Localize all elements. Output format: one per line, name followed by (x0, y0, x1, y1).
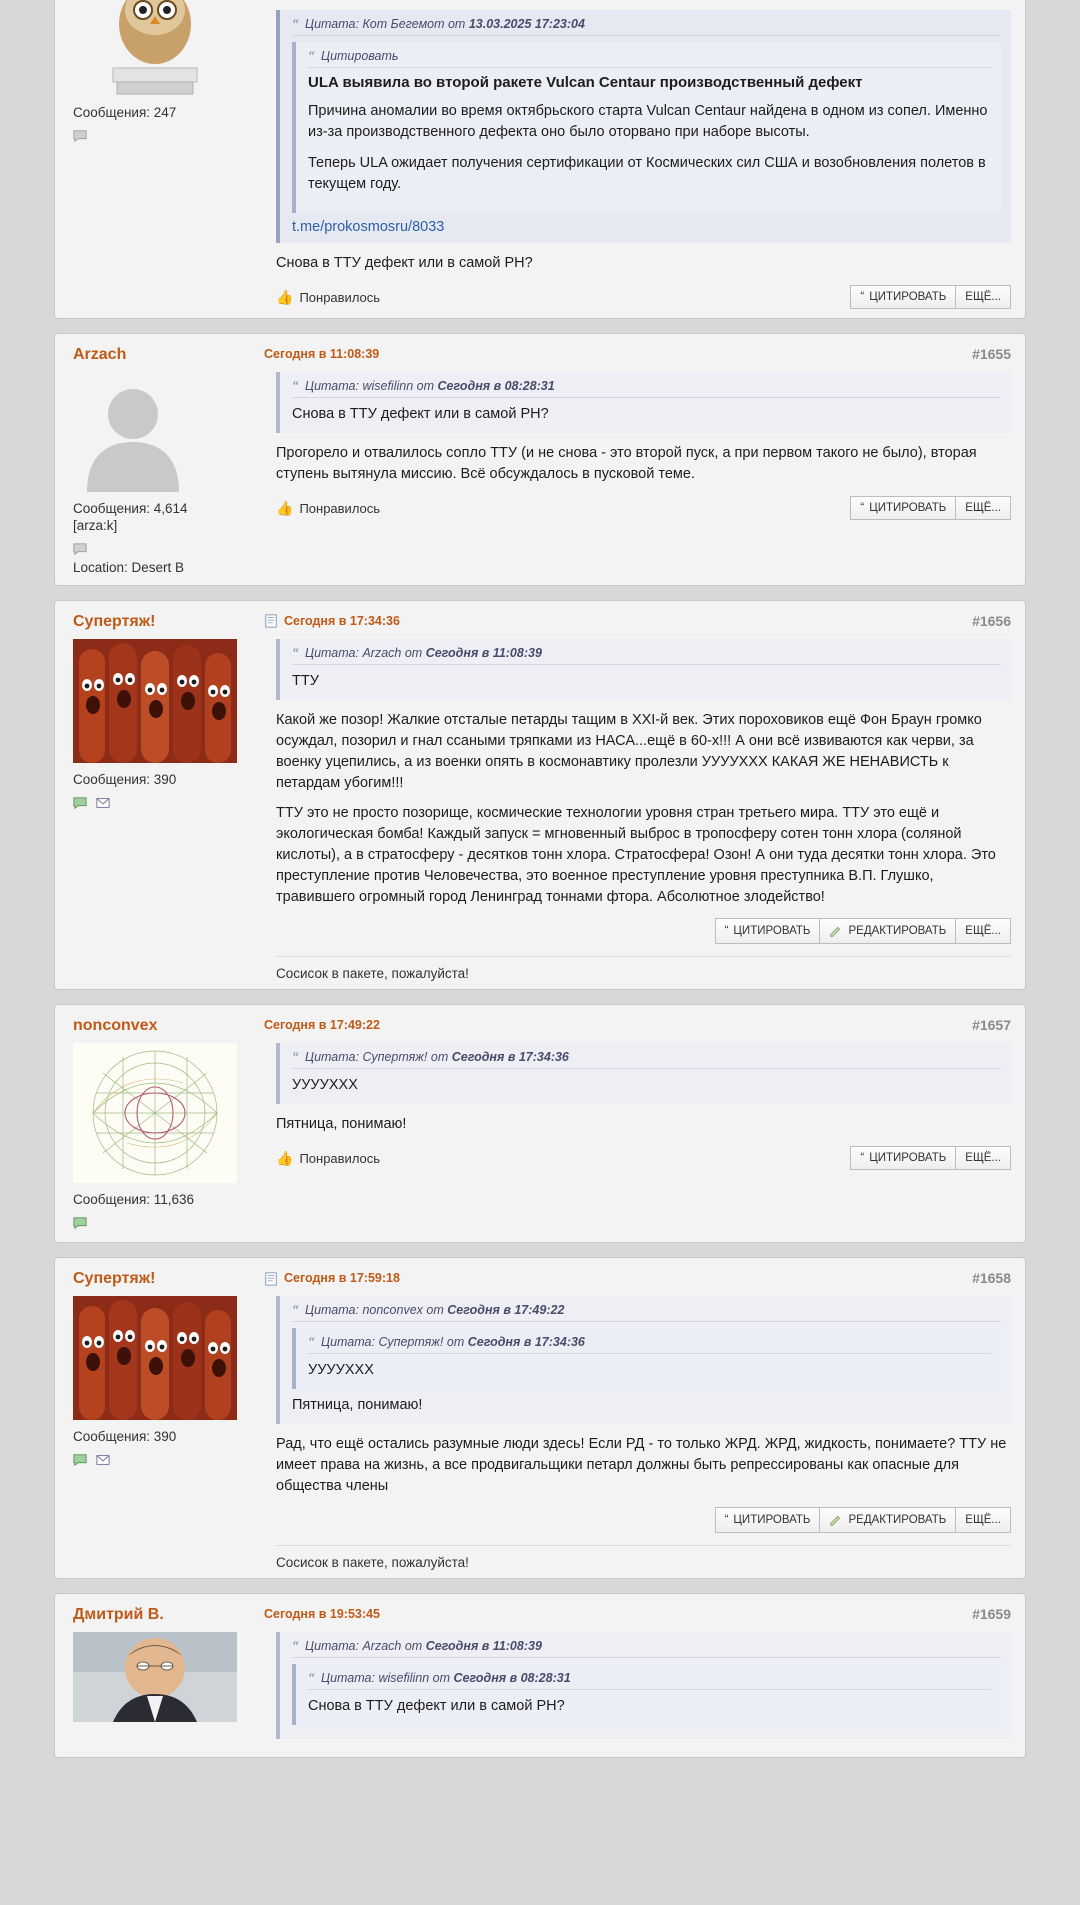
post-buttons (715, 1507, 1011, 1533)
quote-from: от (446, 1335, 465, 1350)
quote-author[interactable]: nonconvex (362, 1303, 423, 1318)
quote-link[interactable]: t.me/prokosmosru/8033 (292, 219, 445, 236)
quote-button-label: ЦИТИРОВАТЬ (869, 502, 947, 515)
user-message-count: Сообщения: 4,614 (73, 501, 188, 517)
quote-icon: “ (724, 1514, 729, 1527)
edit-button-label: РЕДАКТИРОВАТЬ (848, 925, 947, 938)
quote-mark-icon: “ (292, 16, 299, 31)
post (54, 1004, 1026, 1243)
quote-date: Сегодня в 08:28:31 (453, 1671, 571, 1686)
post-number[interactable]: #1659 (972, 1606, 1011, 1623)
user-icons (73, 794, 250, 812)
quote-header (292, 1638, 1001, 1658)
post-header (264, 611, 1011, 631)
post-user-box (55, 334, 260, 585)
post-buttons (715, 918, 1011, 944)
more-button-label: ЕЩЁ... (965, 925, 1001, 938)
quote-paragraph: Теперь ULA ожидает получения сертификации от Космических сил США и возобновления полетов в текущем году. (308, 155, 986, 193)
quote-text: Снова в ТТУ дефект или в самой РН? (308, 1698, 565, 1715)
user-icons (73, 1451, 250, 1469)
post (54, 333, 1026, 586)
edit-button-label: РЕДАКТИРОВАТЬ (848, 1514, 947, 1527)
quote-mark-icon: “ (292, 645, 299, 661)
quote-author[interactable]: Кот Бегемот (362, 17, 445, 31)
quote-date: Сегодня в 11:08:39 (425, 646, 542, 661)
quote-date: Сегодня в 08:28:31 (437, 379, 555, 394)
post-actions (264, 1507, 1011, 1533)
quote-inner-header (308, 48, 991, 68)
post-author-name[interactable]: Дмитрий В. (73, 1606, 164, 1624)
quote-inner-header (308, 1670, 991, 1690)
post-body (260, 1005, 1025, 1242)
post-text (276, 1114, 1011, 1135)
quote-date: 13.03.2025 17:23:04 (468, 17, 585, 31)
quote-from: от (426, 1303, 444, 1318)
quote-button[interactable] (850, 1146, 956, 1170)
quote-from: от (404, 646, 423, 661)
avatar[interactable] (73, 0, 237, 96)
quote-mark-icon: “ (308, 48, 315, 63)
more-button-label: ЕЩЁ... (965, 291, 1001, 304)
edit-button[interactable] (820, 918, 956, 944)
post-body (260, 1594, 1025, 1757)
post-buttons (850, 285, 1011, 309)
envelope-icon[interactable] (96, 794, 110, 812)
quote-button[interactable] (715, 1507, 821, 1533)
chat-bubble-icon[interactable] (73, 794, 87, 812)
quote-block (276, 372, 1011, 433)
quote-date: Сегодня в 17:34:36 (451, 1050, 569, 1065)
post-date: Сегодня в 17:59:18 (284, 1271, 400, 1286)
quote-paragraph: Причина аномалии во время октябрьского старта Vulcan Centaur найдена в одном из сопел. Именно из-за производственного дефекта оно было оторвано при наборе высоты. (308, 103, 988, 141)
post-actions (264, 284, 1011, 310)
thumbs-up-icon: 👍 (276, 1149, 294, 1166)
quote-prefix: Цитата: (304, 646, 359, 661)
quote-text: Пятница, понимаю! (292, 1397, 423, 1414)
user-message-count: Сообщения: 11,636 (73, 1192, 195, 1208)
page-icon (264, 1271, 278, 1286)
post (54, 1593, 1026, 1758)
quote-prefix: Цитата: (304, 379, 359, 394)
post-paragraph: Снова в ТТУ дефект или в самой РН? (276, 255, 533, 272)
post-date: Сегодня в 11:08:39 (264, 347, 380, 362)
pencil-icon (829, 924, 843, 938)
user-location: Location: Desert B (73, 560, 185, 576)
quote-mark-icon: “ (292, 1638, 299, 1654)
more-button[interactable] (956, 918, 1011, 944)
quote-header (292, 16, 1001, 36)
page-icon (264, 614, 278, 629)
quote-prefix: Цитата: (304, 1639, 359, 1654)
thumbs-up-icon: 👍 (276, 499, 294, 516)
post-paragraph: ТТУ это не просто позорище, космические технологии уровня стран третьего мира. ТТУ это ещё и экологическая бомба! Каждый запуск = мгновенный выброс в тропосферу сотен тонн хлора (соляной кислоты), а в стратосферу - десятков тонн хлора. Стратосфера! Озон! А они туда десятки тонн хлора. Это преступление против Человечества, это военное преступление уровня преступника В.П. Глушко, травившего огромный город Ленинград тоннами фтора. Абсолютное злодейство! (276, 805, 996, 906)
envelope-icon[interactable] (96, 1451, 110, 1469)
quote-header (292, 1302, 1001, 1322)
more-button[interactable] (956, 1146, 1011, 1170)
quote-mark-icon: “ (292, 1302, 299, 1318)
quote-text: ТТУ (292, 673, 319, 690)
chat-bubble-icon[interactable] (73, 1451, 87, 1469)
post-actions (264, 918, 1011, 944)
quote-prefix: Цитата: (320, 1335, 375, 1350)
post-date: Сегодня в 17:34:36 (284, 614, 400, 629)
quote-button[interactable] (850, 496, 956, 520)
quote-author[interactable]: Arzach (362, 1639, 402, 1654)
user-extra: [arza:k] (73, 518, 118, 534)
more-button[interactable] (956, 285, 1011, 309)
user-icons (73, 1214, 250, 1232)
post-text (276, 710, 1011, 908)
quote-author[interactable]: wisefilinn (362, 379, 414, 394)
quote-icon: “ (860, 502, 865, 515)
quote-mark-icon: “ (292, 378, 299, 394)
quote-from: от (430, 1050, 449, 1065)
post-paragraph: Какой же позор! Жалкие отсталые петарды тащим в XXI-й век. Этих пороховиков ещё Фон Браун громко осуждал, позорил и гнал ссаными тряпками из НАСА...ещё в 60-х!!! А они всё извиваются как черви, за военку уцепились, а из военки опять в космонавтику пролезли УУУУХХХ КАКАЯ ЖЕ НЕНАВИСТЬ к петардам убогим!!! (276, 712, 982, 792)
quote-block (276, 639, 1011, 700)
quote-prefix: Цитата: (320, 1671, 375, 1686)
quote-author[interactable]: Супертяж! (362, 1050, 428, 1065)
post-signature: Сосисок в пакете, пожалуйста! (276, 956, 1011, 981)
post-header (264, 1015, 1011, 1035)
quote-mark-icon: “ (292, 1049, 299, 1065)
quote-prefix: Цитата: (304, 1303, 359, 1318)
quote-prefix: Цитата: (304, 17, 359, 31)
quote-icon: “ (860, 291, 865, 304)
quote-button-label: ЦИТИРОВАТЬ (733, 925, 811, 938)
more-button-label: ЕЩЁ... (965, 1152, 1001, 1165)
post-body (260, 1258, 1025, 1578)
quote-author[interactable]: Arzach (362, 646, 402, 661)
quote-inner-header (308, 1334, 991, 1354)
quote-block-inner (292, 1664, 1001, 1725)
like-label: Понравилось (299, 500, 381, 516)
quote-text: УУУУХХХ (308, 1362, 374, 1379)
quote-header (292, 645, 1001, 665)
post-user-box (55, 601, 260, 989)
user-icons (73, 127, 250, 145)
post-paragraph: Прогорело и отвалилось сопло ТТУ (и не снова - это второй пуск, а при первом такого не было), вторая ступень вытянула миссию. Всё обсуждалось в пусковой теме. (276, 445, 977, 483)
chat-bubble-icon[interactable] (73, 1214, 87, 1232)
post (54, 1257, 1026, 1579)
post (54, 600, 1026, 990)
quote-prefix: Цитата: (304, 1050, 359, 1065)
user-message-count: Сообщения: 247 (73, 105, 177, 120)
post-signature: Сосисок в пакете, пожалуйста! (276, 1545, 1011, 1570)
user-message-count: Сообщения: 390 (73, 1429, 177, 1445)
quote-button-label: ЦИТИРОВАТЬ (869, 1152, 947, 1165)
post-number[interactable]: #1658 (972, 1270, 1011, 1287)
quote-from: от (432, 1671, 451, 1686)
post-author-name[interactable]: Arzach (73, 346, 127, 364)
quote-date: Сегодня в 11:08:39 (425, 1639, 542, 1654)
like-indicator[interactable] (276, 1150, 380, 1167)
post-user-box (55, 1594, 260, 1757)
post-buttons (850, 496, 1011, 520)
quote-author[interactable]: Супертяж! (378, 1335, 444, 1350)
more-button[interactable] (956, 496, 1011, 520)
post-user-box (55, 1258, 260, 1578)
post-header (264, 1604, 1011, 1624)
post-header (264, 344, 1011, 364)
post-body (260, 601, 1025, 989)
quote-from: от (404, 1639, 423, 1654)
post-date: Сегодня в 19:53:45 (264, 1607, 380, 1622)
quote-date: Сегодня в 17:49:22 (447, 1303, 565, 1318)
post-author-name[interactable]: Супертяж! (73, 613, 156, 631)
like-indicator[interactable] (276, 500, 380, 517)
user-message-count: Сообщения: 390 (73, 772, 177, 788)
post-buttons (850, 1146, 1011, 1170)
post-text (276, 1434, 1011, 1497)
quote-button-label: ЦИТИРОВАТЬ (733, 1514, 811, 1527)
post-header (264, 1268, 1011, 1288)
post-paragraph: Рад, что ещё остались разумные люди здесь! Если РД - то только ЖРД. ЖРД, жидкость, понимаете? ТТУ не имеет права на жизнь, а все продвигальщики петарл должны быть репрессированы как опасные для общества члены (276, 1436, 1007, 1495)
quote-text: Снова в ТТУ дефект или в самой РН? (292, 406, 549, 423)
like-label: Понравилось (299, 1150, 381, 1166)
quote-date: Сегодня в 17:34:36 (467, 1335, 585, 1350)
quote-block (276, 10, 1011, 243)
post-author-name[interactable]: Супертяж! (73, 1270, 156, 1288)
thumbs-up-icon: 👍 (276, 288, 294, 305)
quote-icon: “ (860, 1152, 865, 1165)
post-number[interactable]: #1657 (972, 1017, 1011, 1034)
more-button[interactable] (956, 1507, 1011, 1533)
post-user-box (55, 0, 260, 318)
quote-inner-label: Цитировать (320, 49, 399, 63)
like-indicator[interactable] (276, 289, 380, 306)
avatar[interactable] (73, 1043, 237, 1183)
quote-title: ULA выявила во второй ракете Vulcan Centaur производственный дефект (308, 74, 863, 91)
quote-block (276, 1043, 1011, 1104)
quote-block-inner (292, 42, 1001, 213)
post (54, 0, 1026, 319)
quote-header (292, 1049, 1001, 1069)
like-label: Понравилось (299, 289, 381, 305)
avatar[interactable] (73, 372, 193, 492)
post-number[interactable]: #1655 (972, 346, 1011, 363)
quote-button[interactable] (715, 918, 821, 944)
post-text (276, 443, 1011, 485)
post-text (276, 253, 1011, 274)
post-body (260, 0, 1025, 318)
post-actions (264, 495, 1011, 521)
chat-bubble-icon[interactable] (73, 540, 87, 558)
quote-from: от (447, 17, 466, 31)
post-paragraph: Пятница, понимаю! (276, 1116, 407, 1133)
post-date: Сегодня в 17:49:22 (264, 1018, 380, 1033)
post-actions (264, 1145, 1011, 1171)
avatar[interactable] (73, 1296, 237, 1420)
quote-block (276, 1296, 1011, 1424)
user-icons (73, 540, 250, 558)
quote-author[interactable]: wisefilinn (378, 1671, 430, 1686)
post-number[interactable]: #1656 (972, 613, 1011, 630)
post-user-box (55, 1005, 260, 1242)
post-author-name[interactable]: nonconvex (73, 1017, 158, 1035)
avatar[interactable] (73, 1632, 237, 1722)
avatar[interactable] (73, 639, 237, 763)
quote-mark-icon: “ (308, 1670, 315, 1686)
quote-button-label: ЦИТИРОВАТЬ (869, 291, 947, 304)
quote-block-inner (292, 1328, 1001, 1389)
post-body (260, 334, 1025, 585)
more-button-label: ЕЩЁ... (965, 1514, 1001, 1527)
quote-text: УУУУХХХ (292, 1077, 358, 1094)
more-button-label: ЕЩЁ... (965, 502, 1001, 515)
quote-icon: “ (724, 925, 729, 938)
pencil-icon (829, 1513, 843, 1527)
quote-mark-icon: “ (308, 1334, 315, 1350)
chat-bubble-icon[interactable] (73, 127, 87, 145)
quote-from: от (416, 379, 435, 394)
quote-button[interactable] (850, 285, 956, 309)
quote-header (292, 378, 1001, 398)
quote-block (276, 1632, 1011, 1739)
edit-button[interactable] (820, 1507, 956, 1533)
